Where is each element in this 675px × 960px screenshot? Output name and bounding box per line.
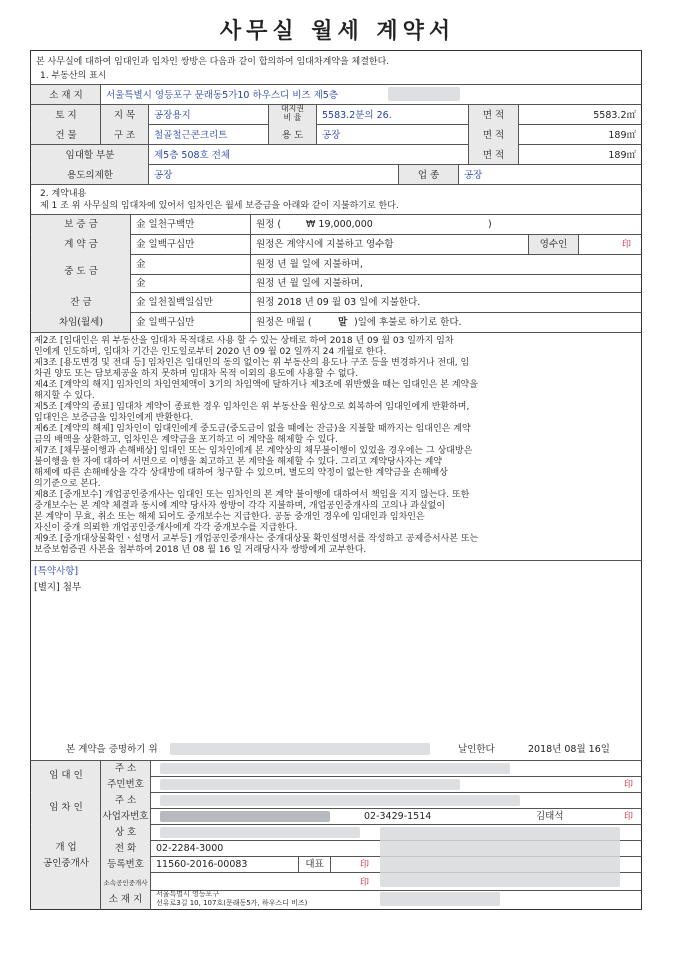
- clause-line: 금의 배액을 상환하고, 임차인은 계약금을 포기하고 이 계약을 해제할 수 있다.: [34, 435, 338, 445]
- deposit-amount: 金 일천구백만: [136, 219, 195, 230]
- building-area-value: 189㎡: [608, 130, 636, 141]
- document-title: 사무실 월세 계약서: [219, 19, 456, 44]
- business-value: 공장: [464, 170, 483, 181]
- deposit-won-prefix: 원정 (: [256, 219, 282, 230]
- lessee-seal: 印: [624, 812, 634, 822]
- use-limit-value: 공장: [154, 170, 173, 181]
- structure-label: 구 조: [113, 130, 136, 141]
- clause-line: 제5조 [계약의 종료] 임대차 계약이 종료한 경우 임차인은 위 부동산을 원상으로 회복하여 임대인에게 반환하며,: [34, 402, 470, 412]
- lessor-label: 임 대 인: [49, 770, 83, 781]
- signing-suffix: 날인한다: [458, 744, 495, 755]
- jimok-label: 지 목: [113, 110, 136, 121]
- building-area-label: 면 적: [482, 130, 505, 141]
- deposit-won: ₩ 19,000,000: [306, 219, 373, 230]
- location-label: 소 재 지: [49, 90, 83, 101]
- clause-line: 제8조 [중개보수] 개업공인중개사는 임대인 또는 임차인의 본 계약 불이행에 대하여서 책임을 지지 않는다. 또한: [34, 490, 470, 500]
- building-label: 건 물: [55, 130, 77, 141]
- receiver-seal: 印: [622, 240, 632, 250]
- middle-amount-1: 金: [136, 259, 146, 270]
- agent-staff-label: 소속공인중개사: [103, 879, 148, 887]
- land-ratio-label-2: 비 율: [283, 113, 302, 122]
- lessor-seal: 印: [624, 780, 634, 790]
- rent-area-label: 면 적: [482, 150, 505, 161]
- clause-line: 해제에 따른 손해배상을 각각 상대방에 대하여 청구할 수 있으며, 별도의 약정이 없는한 계약금을 손해배상: [34, 468, 448, 478]
- agent-addr-value-2: 선유로3길 10, 107호(문래동5가, 하우스디 비즈): [156, 899, 308, 907]
- middle-text-1: 원정 년 월 일에 지불하며,: [256, 259, 363, 270]
- rent-amount: 金 일백구십만: [136, 317, 195, 328]
- land-area-label: 면 적: [482, 110, 505, 121]
- use-limit-label: 용도의제한: [67, 170, 113, 181]
- agent-phone-label: 전 화: [114, 843, 137, 854]
- clause-line: 중개보수는 본 계약 체결과 동시에 계약 당사자 쌍방이 각각 지불하며, 개업공인중개사의 고의나 과실없이: [34, 501, 446, 511]
- lessor-address-label: 주 소: [114, 763, 137, 774]
- lessee-biz-label: 사업자번호: [102, 811, 149, 822]
- rent-part-label: 임대할 부분: [65, 150, 115, 161]
- agent-phone-value: 02-2284-3000: [156, 843, 224, 854]
- agent-rep-seal: 印: [360, 860, 370, 870]
- agent-rep-label: 대표: [305, 859, 324, 870]
- agent-addr-value-1: 서울특별시 영등포구: [156, 890, 220, 898]
- signing-date: 2018년 08월 16일: [528, 744, 610, 755]
- structure-value: 철골철근콘크리트: [154, 130, 228, 141]
- lessor-id-label: 주민번호: [107, 779, 144, 790]
- clause-line: 제4조 [계약의 해지] 임차인의 차임연체액이 3기의 차임액에 달하거나 제3조에 위반했을 때는 임대인은 본 계약을: [34, 380, 478, 390]
- special-terms-title: [특약사항]: [34, 566, 79, 577]
- agent-reg-label: 등록번호: [107, 859, 144, 870]
- clause-line: 차권 양도 또는 담보제공을 하지 못하며 임대차 목적 이외의 용도에 사용할 수 없다.: [34, 369, 359, 379]
- agent-label-1: 개 업: [55, 842, 77, 853]
- intro-text: 본 사무실에 대하여 임대인과 임차인 쌍방은 다음과 같이 합의하여 임대차계약을 체결한다.: [36, 57, 390, 67]
- contract-text: 원정은 계약시에 지불하고 영수함: [256, 239, 394, 250]
- land-label: 토 지: [55, 110, 77, 121]
- clause-line: 제6조 [계약의 해제] 임차인이 임대인에게 중도금(중도금이 없을 때에는 잔금)을 지불할 때까지는 임대인은 계약: [34, 424, 471, 434]
- agent-addr-label: 소 재 지: [108, 894, 143, 905]
- location-value: 서울특별시 영등포구 문래동5가10 하우스디 비즈 제5층: [106, 90, 338, 101]
- use-label: 용 도: [281, 130, 304, 141]
- contract-label: 계 약 금: [64, 239, 98, 250]
- agent-label-2: 공인중개사: [43, 858, 89, 869]
- clause-line: 불이행을 한 자에 대하여 서면으로 이행을 최고하고 본 계약을 해제할 수 있다. 그리고 계약당사자는 계약: [34, 457, 443, 467]
- clause-line: 보증보험증권 사본을 첨부하여 2018 년 08 월 16 일 거래당사자 쌍방에게 교부한다.: [34, 545, 367, 555]
- article1-text: 제 1 조 위 사무실의 임대차에 있어서 임차인은 월세 보증금을 아래와 같이 지불하기로 한다.: [40, 201, 399, 211]
- clause-line: 임대인은 보증금을 임차인에게 반환한다.: [34, 413, 194, 423]
- receiver-label: 영수인: [539, 239, 568, 250]
- clause-line: 제9조 [중개대상물확인ㆍ설명서 교부등] 개업공인중개사는 중개대상물 확인설명서를 작성하고 공제증서사본 또는: [34, 534, 479, 544]
- agent-staff-seal: 印: [360, 878, 370, 888]
- middle-text-2: 원정 년 월 일에 지불하며,: [256, 278, 363, 289]
- agent-reg-value: 11560-2016-00083: [156, 859, 248, 870]
- deposit-suffix: ): [488, 219, 492, 230]
- rent-text-highlight: 말: [338, 317, 348, 328]
- section1-heading: 1. 부동산의 표시: [40, 71, 107, 81]
- lessee-address-label: 주 소: [114, 795, 137, 806]
- deposit-label: 보 증 금: [64, 219, 98, 230]
- balance-text: 원정 2018 년 09 월 03 일에 지불한다.: [256, 297, 421, 308]
- clause-line: 제7조 [채무불이행과 손해배상] 임대인 또는 임차인에게 본 계약상의 채무불이행이 있었을 경우에는 그 상대방은: [34, 446, 473, 456]
- land-ratio-label-1: 대지권: [280, 104, 305, 113]
- rent-area-value: 189㎡: [608, 150, 636, 161]
- business-label: 업 종: [417, 170, 440, 181]
- lessee-phone-partial: 02-3429-1514: [364, 811, 432, 822]
- clause-line: 자신이 중개 의뢰한 개업공인중개사에게 각각 중개보수를 지급한다.: [34, 523, 298, 533]
- clause-line: 해지할 수 있다.: [34, 391, 95, 401]
- rent-text-2: )일에 후불로 하기로 한다.: [354, 317, 462, 328]
- rent-part-value: 제5층 508호 전체: [154, 150, 231, 161]
- special-attach: [별지] 첨부: [34, 582, 82, 593]
- clause-line: 제2조 [임대인은 위 부동산을 임대차 목적대로 사용 할 수 있는 상태로 하여 2018 년 09 월 03 일까지 임차: [34, 336, 454, 346]
- agent-name-label: 상 호: [114, 827, 137, 838]
- rent-label: 차임(월세): [58, 317, 104, 328]
- clause-line: 제3조 [용도변경 및 전대 등] 임차인은 임대인의 동의 없이는 위 부동산의 용도나 구조 등을 변경하거나 전대, 임: [34, 358, 470, 368]
- balance-label: 잔 금: [70, 297, 92, 308]
- contract-amount: 金 일백구십만: [136, 239, 195, 250]
- middle-label: 중 도 금: [64, 266, 98, 277]
- section2-heading: 2. 계약내용: [40, 189, 87, 199]
- use-value: 공장: [322, 130, 341, 141]
- land-area-value: 5583.2㎡: [593, 110, 636, 121]
- clause-line: 본 계약이 무효, 취소 또는 해제 되어도 중개보수는 지급한다. 공동 중개인 경우에 임대인과 임차인은: [34, 512, 425, 522]
- land-ratio-value: 5583.2분의 26.: [322, 110, 392, 121]
- signing-prefix: 본 계약을 증명하기 위: [66, 744, 158, 755]
- jimok-value: 공장용지: [154, 110, 191, 121]
- clause-line: 인에게 인도하며, 임대차 기간은 인도일로부터 2020 년 09 월 02 일까지 24 개월로 한다.: [34, 347, 387, 357]
- balance-amount: 金 일천칠백일십만: [136, 297, 213, 308]
- rent-text-1: 원정은 매월 (: [256, 317, 312, 328]
- lessee-label: 임 차 인: [49, 802, 83, 813]
- lessee-name-partial: 김태석: [536, 811, 564, 822]
- middle-amount-2: 金: [136, 278, 146, 289]
- clause-line: 의기준으로 본다.: [34, 479, 101, 489]
